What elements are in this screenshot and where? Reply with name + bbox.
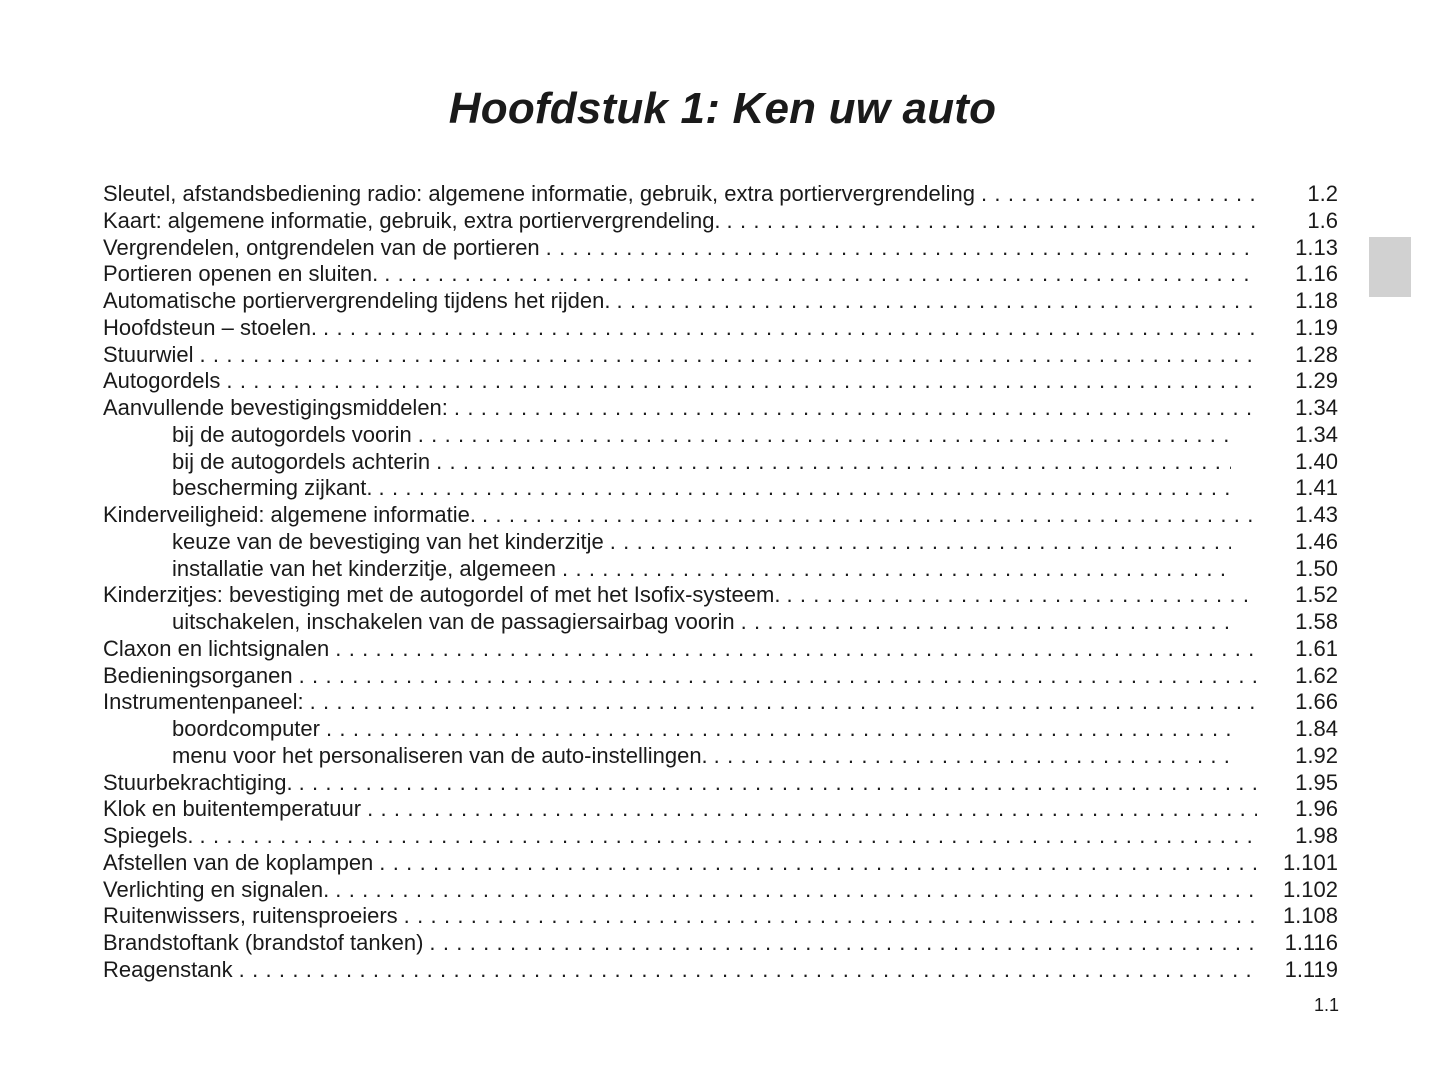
toc-leader: [172, 449, 1231, 476]
toc-entry-page: 1.52: [1258, 582, 1338, 609]
toc-leader: [103, 395, 1257, 422]
toc-leader: [172, 743, 1231, 770]
table-of-contents: [103, 181, 1338, 984]
toc-entry[interactable]: [103, 823, 1338, 850]
toc-leader: [103, 903, 1257, 930]
toc-entry[interactable]: [103, 368, 1338, 395]
toc-entry-page: 1.102: [1258, 877, 1338, 904]
page-number: 1.1: [1313, 995, 1339, 1015]
toc-leader: [103, 689, 1257, 716]
toc-entry-page: 1.40: [1258, 449, 1338, 476]
toc-leader: [103, 636, 1257, 663]
toc-entry[interactable]: [103, 342, 1338, 369]
toc-entry-page: 1.18: [1258, 288, 1338, 315]
toc-entry[interactable]: [103, 315, 1338, 342]
toc-entry-label: installatie van het kinderzitje, algemeen: [172, 556, 562, 581]
toc-entry-label: Spiegels.: [103, 823, 200, 848]
toc-entry-label: Aanvullende bevestigingsmiddelen:: [103, 395, 454, 420]
toc-entry-label: Klok en buitentemperatuur: [103, 796, 367, 821]
toc-leader: [103, 823, 1257, 850]
toc-entry-page: 1.2: [1258, 181, 1338, 208]
toc-entry[interactable]: [103, 288, 1338, 315]
toc-entry-label: boordcomputer: [172, 716, 326, 741]
toc-leader: [103, 315, 1257, 342]
toc-entry-page: 1.13: [1258, 235, 1338, 262]
toc-entry-page: 1.29: [1258, 368, 1338, 395]
toc-entry-page: 1.108: [1258, 903, 1338, 930]
toc-entry[interactable]: [103, 903, 1338, 930]
toc-entry-label: Sleutel, afstandsbediening radio: algemene informatie, gebruik, extra portiervergrendeling: [103, 181, 981, 206]
toc-entry[interactable]: [103, 502, 1338, 529]
toc-entry[interactable]: [103, 877, 1338, 904]
toc-leader: [172, 529, 1231, 556]
toc-leader: [172, 556, 1231, 583]
toc-entry-label: bij de autogordels achterin: [172, 449, 436, 474]
toc-entry-page: 1.28: [1258, 342, 1338, 369]
toc-entry[interactable]: [103, 235, 1338, 262]
toc-entry[interactable]: [103, 663, 1338, 690]
toc-entry[interactable]: [103, 395, 1338, 422]
toc-entry-label: Automatische portiervergrendeling tijdens het rijden.: [103, 288, 617, 313]
toc-entry-label: keuze van de bevestiging van het kinderzitje: [172, 529, 610, 554]
toc-entry-label: Claxon en lichtsignalen: [103, 636, 335, 661]
toc-entry[interactable]: [103, 796, 1338, 823]
toc-entry[interactable]: [103, 930, 1338, 957]
toc-subentry[interactable]: [103, 609, 1338, 636]
toc-leader: [103, 850, 1257, 877]
toc-leader: [103, 930, 1257, 957]
toc-entry-page: 1.58: [1258, 609, 1338, 636]
toc-entry-label: Portieren openen en sluiten.: [103, 261, 384, 286]
toc-leader: [103, 582, 1257, 609]
toc-entry-page: 1.98: [1258, 823, 1338, 850]
toc-subentry[interactable]: [103, 475, 1338, 502]
toc-entry-label: Stuurwiel: [103, 342, 199, 367]
page-title: Hoofdstuk 1: Ken uw auto: [448, 84, 997, 134]
toc-leader: [103, 235, 1257, 262]
toc-entry-page: 1.95: [1258, 770, 1338, 797]
toc-entry-page: 1.61: [1258, 636, 1338, 663]
toc-entry[interactable]: [103, 208, 1338, 235]
toc-entry[interactable]: [103, 850, 1338, 877]
toc-entry-page: 1.66: [1258, 689, 1338, 716]
toc-entry-label: Afstellen van de koplampen: [103, 850, 379, 875]
toc-entry-page: 1.41: [1258, 475, 1338, 502]
toc-entry-page: 1.46: [1258, 529, 1338, 556]
toc-leader: [103, 288, 1257, 315]
toc-entry[interactable]: [103, 636, 1338, 663]
chapter-tab: [1369, 237, 1411, 297]
toc-entry[interactable]: [103, 957, 1338, 984]
toc-entry-page: 1.16: [1258, 261, 1338, 288]
toc-entry-label: Vergrendelen, ontgrendelen van de portieren: [103, 235, 546, 260]
toc-entry-label: Instrumentenpaneel:: [103, 689, 310, 714]
toc-entry-page: 1.96: [1258, 796, 1338, 823]
toc-leader: [172, 609, 1231, 636]
toc-leader: [172, 716, 1231, 743]
toc-entry-label: bij de autogordels voorin: [172, 422, 418, 447]
toc-leader: [103, 796, 1257, 823]
toc-leader: [172, 475, 1231, 502]
toc-entry-label: uitschakelen, inschakelen van de passagiersairbag voorin: [172, 609, 741, 634]
toc-entry-page: 1.101: [1258, 850, 1338, 877]
toc-entry-label: Reagenstank: [103, 957, 239, 982]
toc-leader: [172, 422, 1231, 449]
toc-subentry[interactable]: [103, 449, 1338, 476]
toc-entry-page: 1.50: [1258, 556, 1338, 583]
toc-leader: [103, 261, 1257, 288]
toc-leader: [103, 368, 1257, 395]
toc-entry-label: Kinderveiligheid: algemene informatie.: [103, 502, 482, 527]
toc-entry-label: Stuurbekrachtiging.: [103, 770, 299, 795]
toc-entry-label: menu voor het personaliseren van de auto-instellingen.: [172, 743, 714, 768]
toc-entry-label: Verlichting en signalen.: [103, 877, 335, 902]
toc-subentry[interactable]: [103, 743, 1338, 770]
toc-leader: [103, 957, 1257, 984]
toc-entry-label: Brandstoftank (brandstof tanken): [103, 930, 429, 955]
toc-entry-page: 1.92: [1258, 743, 1338, 770]
toc-subentry[interactable]: [103, 529, 1338, 556]
toc-entry-page: 1.116: [1258, 930, 1338, 957]
toc-entry[interactable]: [103, 582, 1338, 609]
toc-leader: [103, 208, 1257, 235]
toc-entry-page: 1.43: [1258, 502, 1338, 529]
toc-leader: [103, 181, 1257, 208]
toc-entry-label: Kaart: algemene informatie, gebruik, extra portiervergrendeling.: [103, 208, 727, 233]
toc-entry-page: 1.62: [1258, 663, 1338, 690]
toc-entry-page: 1.119: [1258, 957, 1338, 984]
toc-entry-label: Bedieningsorganen: [103, 663, 299, 688]
toc-leader: [103, 770, 1257, 797]
toc-entry-page: 1.34: [1258, 395, 1338, 422]
toc-leader: [103, 502, 1257, 529]
toc-leader: [103, 342, 1257, 369]
toc-entry-page: 1.84: [1258, 716, 1338, 743]
toc-subentry[interactable]: [103, 716, 1338, 743]
toc-entry-label: Hoofdsteun – stoelen.: [103, 315, 323, 340]
toc-entry-label: Autogordels: [103, 368, 226, 393]
toc-entry-label: bescherming zijkant.: [172, 475, 379, 500]
toc-entry[interactable]: [103, 770, 1338, 797]
toc-entry[interactable]: [103, 689, 1338, 716]
toc-entry[interactable]: [103, 181, 1338, 208]
toc-entry-page: 1.34: [1258, 422, 1338, 449]
toc-entry-page: 1.6: [1258, 208, 1338, 235]
toc-leader: [103, 663, 1257, 690]
toc-subentry[interactable]: [103, 422, 1338, 449]
toc-entry-label: Ruitenwissers, ruitensproeiers: [103, 903, 404, 928]
toc-subentry[interactable]: [103, 556, 1338, 583]
toc-leader: [103, 877, 1257, 904]
toc-entry[interactable]: [103, 261, 1338, 288]
toc-entry-label: Kinderzitjes: bevestiging met de autogordel of met het Isofix-systeem.: [103, 582, 786, 607]
toc-entry-page: 1.19: [1258, 315, 1338, 342]
